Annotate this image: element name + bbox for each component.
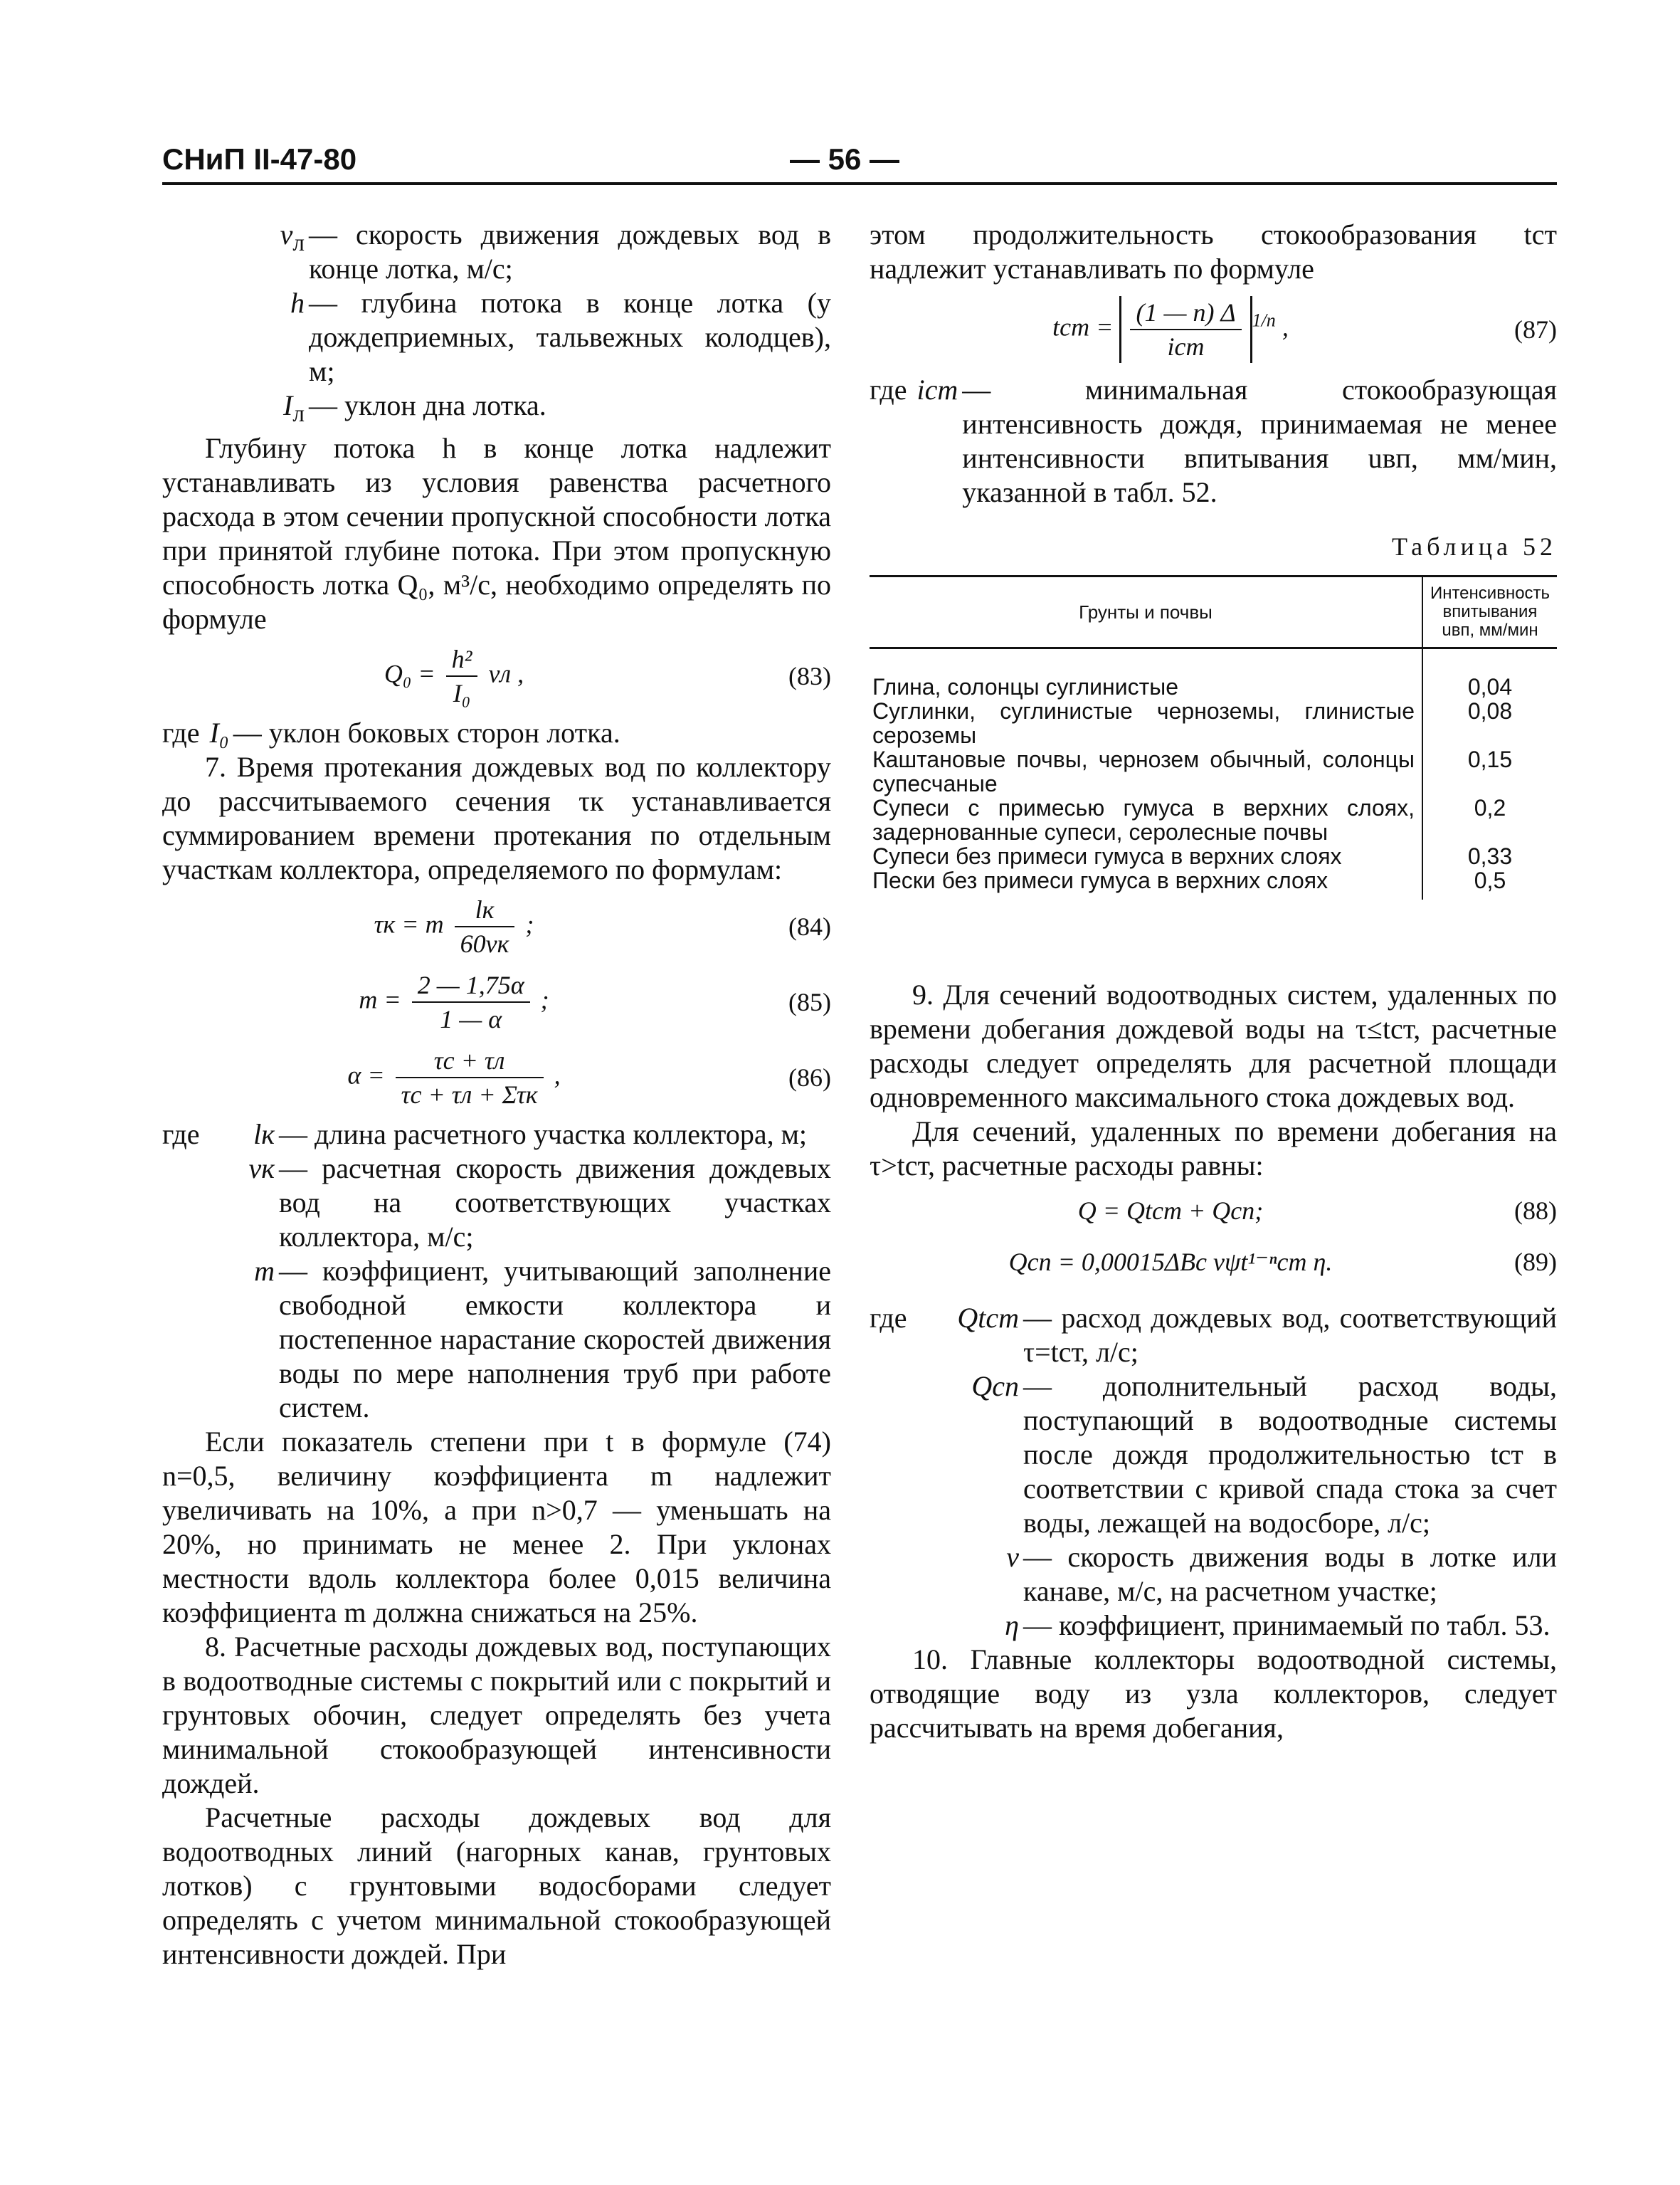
formula-88 bbox=[870, 1187, 1557, 1234]
formula-tail: , bbox=[1282, 312, 1289, 342]
formula-84 bbox=[162, 891, 831, 962]
paragraph: Для сечений, удаленных по времени добегания на τ>tст, расчетные расходы равны: bbox=[870, 1115, 1557, 1181]
formula-85 bbox=[162, 967, 831, 1038]
fraction bbox=[412, 969, 530, 1036]
definition-text: — уклон дна лотка. bbox=[309, 389, 546, 421]
definition-symbol: m bbox=[254, 1255, 275, 1287]
formula-number: (85) bbox=[788, 988, 831, 1016]
formula-lhs: Q₀ = bbox=[384, 659, 435, 688]
paragraph: 7. Время протекания дождевых вод по коллектору до рассчитываемого сечения τк устанавливается суммированием времени протекания по отдельным участкам коллектора, определяемого по формулам: bbox=[162, 751, 831, 885]
table-header-soil: Грунты и почвы bbox=[870, 576, 1422, 648]
definition-symbol: $I_л$ bbox=[283, 389, 305, 427]
table-cell-soil: Суглинки, суглинистые черноземы, глинистые сероземы bbox=[870, 699, 1422, 747]
formula-83 bbox=[162, 641, 831, 712]
definition-text: — дополнительный расход воды, поступающий в водоотводные системы после дождя продолжительностью tст в соответствии с кривой спада стока за счет воды, лежащей на водосборе, л/с; bbox=[1023, 1370, 1557, 1539]
formula-expression: Qсп = 0,00015ΔBс vψt¹⁻ⁿст η. bbox=[1008, 1248, 1333, 1276]
formula-tail: vл , bbox=[488, 659, 524, 688]
definition-symbol: v bbox=[1006, 1541, 1019, 1573]
definition-lead: где bbox=[870, 374, 907, 406]
left-column bbox=[162, 218, 831, 1971]
definition-lead: где bbox=[162, 717, 200, 749]
table-cell-soil: Каштановые почвы, чернозем обычный, солонцы супесчаные bbox=[870, 747, 1422, 796]
formula-lhs: α = bbox=[347, 1060, 385, 1090]
definition-symbol: η bbox=[1005, 1609, 1019, 1641]
formula-number: (87) bbox=[1514, 315, 1557, 344]
definition-lead: где bbox=[870, 1302, 907, 1334]
definition-text: — скорость движения дождевых вод в конце лотка, м/с; bbox=[309, 218, 831, 285]
table-cell-value: 0,15 bbox=[1467, 747, 1513, 772]
table-cell-value: 0,04 bbox=[1467, 674, 1513, 700]
definition-item bbox=[870, 1301, 1557, 1369]
table-row bbox=[870, 796, 1557, 844]
fraction-numerator: h² bbox=[446, 643, 478, 677]
header-rule bbox=[162, 182, 1557, 185]
definition-text: — расход дождевых вод, соответствующий τ=tст, л/с; bbox=[1023, 1302, 1557, 1368]
definition-text: — уклон боковых сторон лотка. bbox=[233, 717, 620, 749]
definition-symbol: Qtст bbox=[957, 1302, 1019, 1334]
paragraph: 9. Для сечений водоотводных систем, удаленных по времени добегания дождевой воды на τ≤tст, расчетные расходы следует определять для расчетной площади одновременного максимального стока дождевых вод. bbox=[870, 979, 1557, 1113]
definition-text: — коэффициент, учитывающий заполнение свободной емкости коллектора и постепенное нарастание скоростей движения воды по мере наполнения труб при работе систем. bbox=[279, 1255, 831, 1423]
formula-tail: ; bbox=[525, 910, 534, 939]
soil-absorption-table bbox=[870, 575, 1557, 900]
formula-number: (83) bbox=[788, 662, 831, 690]
definition-item bbox=[162, 716, 831, 750]
formula-89 bbox=[870, 1238, 1557, 1285]
fraction-numerator: 2 — 1,75α bbox=[412, 969, 530, 1003]
table-cell-value: 0,33 bbox=[1467, 843, 1513, 869]
definition-symbol: $v_л$ bbox=[280, 218, 305, 256]
formula-lhs: tст = bbox=[1052, 312, 1114, 342]
definition-symbol: vк bbox=[248, 1152, 275, 1184]
definition-text: — расчетная скорость движения дождевых вод на соответствующих участках коллектора, м/с; bbox=[279, 1152, 831, 1253]
definition-symbol: lк bbox=[253, 1118, 275, 1150]
definition-symbol: iст bbox=[916, 374, 958, 406]
fraction bbox=[396, 1044, 544, 1111]
definition-item bbox=[162, 1117, 831, 1152]
fraction-numerator: lк bbox=[455, 893, 515, 927]
fraction bbox=[446, 643, 478, 710]
definition-text: — длина расчетного участка коллектора, м; bbox=[279, 1118, 808, 1150]
definition-text: — глубина потока в конце лотка (у дождеприемных, тальвежных колодцев), м; bbox=[309, 287, 831, 387]
fraction bbox=[1130, 296, 1241, 363]
definition-item bbox=[870, 1540, 1557, 1609]
table-cell-soil: Пески без примеси гумуса в верхних слоях bbox=[870, 868, 1422, 900]
table-row bbox=[870, 747, 1557, 796]
table-cell-soil: Супеси с примесью гумуса в верхних слоях, задернованные супеси, серолесные почвы bbox=[870, 796, 1422, 844]
formula-number: (86) bbox=[788, 1063, 831, 1092]
paragraph: Если показатель степени при t в формуле (74) n=0,5, величину коэффициента m надлежит увеличивать на 10%, а при n>0,7 — уменьшать на 20%, но принимать не менее 2. При уклонах местности вдоль коллектора более 0,015 величина коэффициента m должна снижаться на 25%. bbox=[162, 1426, 831, 1628]
table-row bbox=[870, 648, 1557, 700]
definition-item bbox=[162, 389, 831, 431]
definition-item bbox=[870, 373, 1557, 510]
fraction-denominator: 1 — α bbox=[440, 1005, 502, 1033]
table-cell-soil: Глина, солонцы суглинистые bbox=[870, 648, 1422, 700]
definition-symbol: I₀ bbox=[209, 717, 229, 749]
definition-item bbox=[870, 1369, 1557, 1540]
table-cell-value: 0,5 bbox=[1474, 868, 1506, 893]
table-cell-value: 0,2 bbox=[1474, 795, 1506, 821]
fraction-numerator: (1 — n) Δ bbox=[1130, 296, 1241, 330]
table-row bbox=[870, 844, 1557, 868]
fraction-denominator: τc + τл + Στк bbox=[401, 1080, 538, 1109]
definition-item bbox=[162, 218, 831, 286]
formula-86 bbox=[162, 1042, 831, 1113]
definition-item bbox=[162, 1254, 831, 1425]
table-header-intensity: Интенсивность впитывания uвп, мм/мин bbox=[1422, 576, 1557, 648]
definition-text: — минимальная стокообразующая интенсивность дождя, принимаемая не менее интенсивности впитывания uвп, мм/мин, указанной в табл. 52. bbox=[962, 374, 1557, 508]
table-row bbox=[870, 868, 1557, 900]
definition-item bbox=[870, 1609, 1557, 1643]
paragraph: 10. Главные коллекторы водоотводной системы, отводящие воду из узла коллекторов, следует рассчитывать на время добегания, bbox=[870, 1643, 1557, 1744]
formula-87 bbox=[870, 290, 1557, 369]
fraction-denominator: iст bbox=[1167, 332, 1205, 361]
definition-item bbox=[162, 286, 831, 389]
definition-symbol: Qсп bbox=[971, 1370, 1019, 1402]
paragraph: этом продолжительность стокообразования tст надлежит устанавливать по формуле bbox=[870, 218, 1557, 285]
paragraph: 8. Расчетные расходы дождевых вод, поступающих в водоотводные системы с покрытий или с покрытий и грунтовых обочин, следует определять без учета минимальной стокообразующей интенсивности дождей. bbox=[162, 1631, 831, 1799]
absolute-bracket bbox=[1119, 296, 1252, 363]
fraction-denominator: I₀ bbox=[453, 679, 471, 707]
formula-expression: Q = Qtст + Qсп; bbox=[1077, 1196, 1264, 1225]
paragraph: Расчетные расходы дождевых вод для водоотводных линий (нагорных канав, грунтовых лотков) с грунтовыми водосборами следует определять с учетом минимальной стокообразующей интенсивности дождей. При bbox=[162, 1801, 831, 1970]
formula-number: (89) bbox=[1514, 1248, 1557, 1276]
definition-text: — скорость движения воды в лотке или канаве, м/с, на расчетном участке; bbox=[1023, 1541, 1557, 1607]
definition-lead: где bbox=[162, 1118, 200, 1150]
table-cell-soil: Супеси без примеси гумуса в верхних слоях bbox=[870, 844, 1422, 868]
formula-lhs: τк = m bbox=[374, 910, 444, 939]
definition-symbol: h bbox=[290, 287, 305, 319]
table-cell-value: 0,08 bbox=[1467, 698, 1513, 724]
document-code: СНиП II-47-80 bbox=[162, 142, 357, 176]
fraction bbox=[455, 893, 515, 960]
definition-item bbox=[162, 1152, 831, 1254]
page-number: — 56 — bbox=[790, 142, 900, 176]
right-column bbox=[870, 218, 1557, 1745]
fraction-numerator: τc + τл bbox=[396, 1044, 544, 1078]
definition-text: — коэффициент, принимаемый по табл. 53. bbox=[1023, 1609, 1550, 1641]
table-caption: Таблица 52 bbox=[1392, 532, 1557, 561]
formula-tail: , bbox=[554, 1060, 561, 1090]
paragraph: Глубину потока h в конце лотка надлежит устанавливать из условия равенства расчетного расхода в этом сечении пропускной способности лотка при принятой глубине потока. При этом пропускную способность лотка Q₀, м³/с, необходимо определять по формуле bbox=[162, 432, 831, 635]
formula-tail: ; bbox=[540, 985, 549, 1014]
formula-number: (84) bbox=[788, 912, 831, 941]
table-header-row bbox=[870, 576, 1557, 648]
formula-number: (88) bbox=[1514, 1196, 1557, 1225]
formula-exponent: 1/n bbox=[1252, 310, 1276, 331]
formula-lhs: m = bbox=[359, 985, 401, 1014]
table-row bbox=[870, 699, 1557, 747]
fraction-denominator: 60vк bbox=[460, 930, 509, 958]
